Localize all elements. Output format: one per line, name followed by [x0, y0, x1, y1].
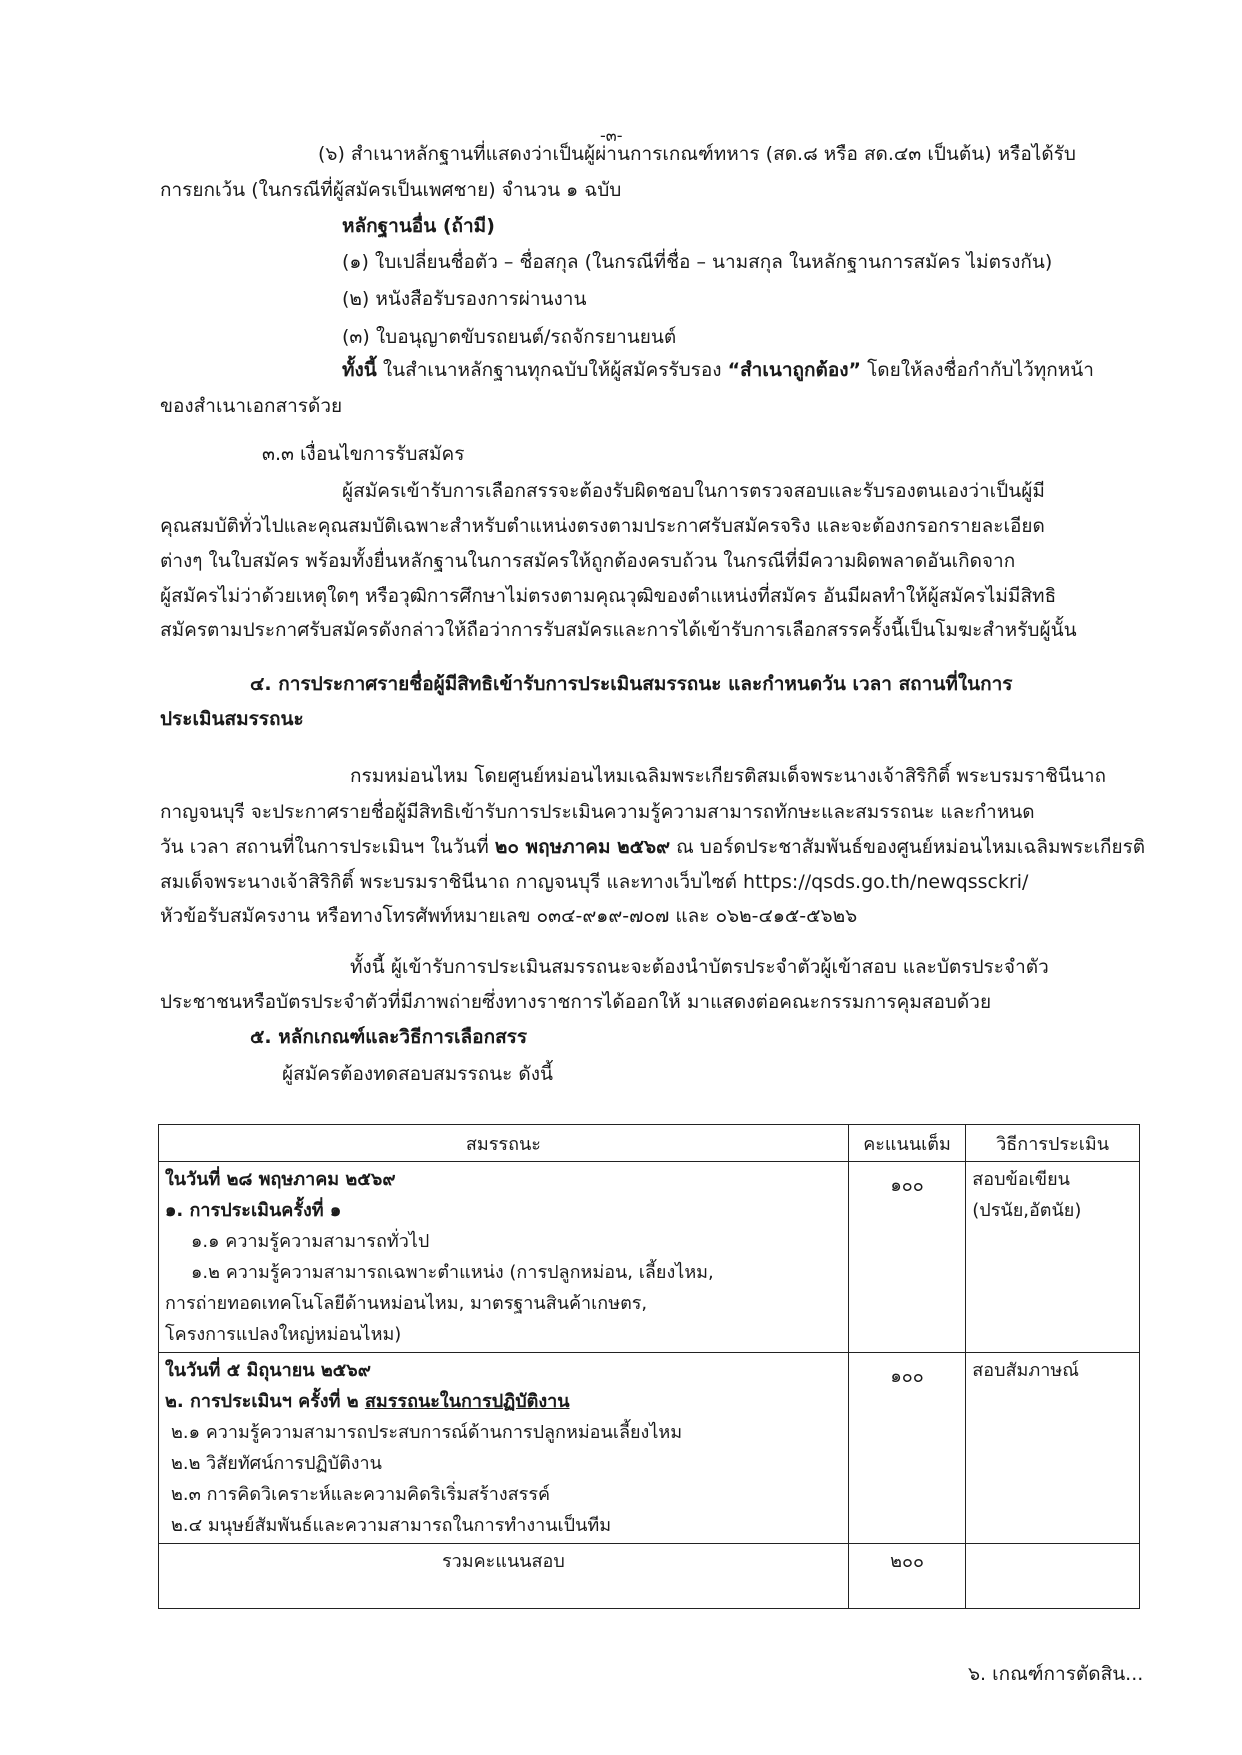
- section-4-para: กาญจนบุรี จะประกาศรายชื่อผู้มีสิทธิเข้ารับการประเมินความรู้ความสามารถทักษะและสมรรถนะ และกำหนด: [160, 801, 1035, 823]
- header-method: วิธีการประเมิน: [966, 1125, 1140, 1162]
- section-3-3-line: สมัครตามประกาศรับสมัครดังกล่าวให้ถือว่าการรับสมัครและการได้เข้ารับการเลือกสรรครั้งนี้เป็นโมฆะสำหรับผู้นั้น: [160, 619, 1077, 641]
- item-6-line1: (๖) สำเนาหลักฐานที่แสดงว่าเป็นผู้ผ่านการเกณฑ์ทหาร (สด.๘ หรือ สด.๔๓ เป็นต้น) หรือได้รับ: [318, 143, 1076, 165]
- header-full-score: คะแนนเต็ม: [848, 1125, 965, 1162]
- exam-title: ๑. การประเมินครั้งที่ ๑: [165, 1200, 342, 1221]
- exam-item-cont: การถ่ายทอดเทคโนโลยีด้านหม่อนไหม, มาตรฐานสินค้าเกษตร,: [165, 1293, 648, 1314]
- section-4-heading-cont: ประเมินสมรรถนะ: [160, 708, 304, 730]
- note-text: โดยให้ลงชื่อกำกับไว้ทุกหน้า: [861, 359, 1094, 381]
- section-4-para-date-line: [160, 835, 1145, 859]
- section-3-3-line: ต่างๆ ในใบสมัคร พร้อมทั้งยื่นหลักฐานในการสมัครให้ถูกต้องครบถ้วน ในกรณีที่มีความผิดพลาดอันเกิดจาก: [160, 550, 1016, 572]
- note-text: ในสำเนาหลักฐานทุกฉบับให้ผู้สมัครรับรอง: [376, 359, 728, 381]
- method-text: สอบสัมภาษณ์: [972, 1360, 1079, 1381]
- section-5-intro: ผู้สมัครต้องทดสอบสมรรถนะ ดังนี้: [282, 1063, 554, 1085]
- other-doc-item: (๑) ใบเปลี่ยนชื่อตัว – ชื่อสกุล (ในกรณีที่ชื่อ – นามสกุล ในหลักฐานการสมัคร ไม่ตรงกัน): [342, 251, 1053, 273]
- header-competency: สมรรถนะ: [159, 1125, 849, 1162]
- exam-item: ๒.๒ วิสัยทัศน์การปฏิบัติงาน: [171, 1453, 382, 1474]
- section-3-3-heading: ๓.๓ เงื่อนไขการรับสมัคร: [262, 443, 465, 465]
- exam-item: ๒.๑ ความรู้ความสามารถประสบการณ์ด้านการปลูกหม่อนเลี้ยงไหม: [171, 1422, 683, 1443]
- exam-item-cont: โครงการแปลงใหญ่หม่อนไหม): [165, 1324, 402, 1345]
- method-text: (ปรนัย,อัตนัย): [972, 1200, 1082, 1221]
- exam-item: ๑.๑ ความรู้ความสามารถทั่วไป: [191, 1231, 430, 1252]
- competency-cell: [159, 1353, 849, 1544]
- exam-title-text: ๒. การประเมินฯ ครั้งที่ ๒: [165, 1391, 365, 1412]
- website-line: สมเด็จพระนางเจ้าสิริกิติ์ พระบรมราชินีนาถ กาญจนบุรี และทางเว็บไซต์ https://qsds.go.th/newqssckri/: [160, 871, 1029, 893]
- certify-note-line1: [342, 358, 1094, 382]
- item-6-line2: การยกเว้น (ในกรณีที่ผู้สมัครเป็นเพศชาย) จำนวน ๑ ฉบับ: [160, 179, 622, 201]
- total-score: ๒๐๐: [848, 1544, 965, 1609]
- section-3-3-line: ผู้สมัครไม่ว่าด้วยเหตุใดๆ หรือวุฒิการศึกษาไม่ตรงตามคุณวุฒิของตำแหน่งที่สมัคร อันมีผลทำให้ผู้สมัครไม่มีสิทธิ: [160, 585, 1057, 607]
- table-total-row: [159, 1544, 1140, 1609]
- total-method: [966, 1544, 1140, 1609]
- table-row: [159, 1353, 1140, 1544]
- next-page-continuation: ๖. เกณฑ์การตัดสิน...: [968, 1663, 1144, 1685]
- method-cell: [966, 1353, 1140, 1544]
- section-4-para2: ประชาชนหรือบัตรประจำตัวที่มีภาพถ่ายซึ่งทางราชการได้ออกให้ มาแสดงต่อคณะกรรมการคุมสอบด้วย: [160, 991, 992, 1013]
- method-text: สอบข้อเขียน: [972, 1169, 1070, 1190]
- other-docs-heading: หลักฐานอื่น (ถ้ามี): [342, 215, 495, 237]
- competency-table: [158, 1124, 1140, 1609]
- full-score: ๑๐๐: [848, 1353, 965, 1544]
- total-label: รวมคะแนนสอบ: [159, 1544, 849, 1609]
- exam-title: [165, 1386, 842, 1417]
- full-score: ๑๐๐: [848, 1162, 965, 1353]
- method-cell: [966, 1162, 1140, 1353]
- para-text: ณ บอร์ดประชาสัมพันธ์ของศูนย์หม่อนไหมเฉลิมพระเกียรติ: [670, 836, 1146, 858]
- table-header-row: [159, 1125, 1140, 1162]
- page-number: -๓-: [600, 126, 623, 145]
- other-doc-item: (๓) ใบอนุญาตขับรถยนต์/รถจักรยานยนต์: [342, 326, 677, 348]
- section-3-3-line: คุณสมบัติทั่วไปและคุณสมบัติเฉพาะสำหรับตำแหน่งตรงตามประกาศรับสมัครจริง และจะต้องกรอกรายละเอียด: [160, 515, 1045, 537]
- phone-line: หัวข้อรับสมัครงาน หรือทางโทรศัพท์หมายเลข ๐๓๔-๙๑๙-๗๐๗ และ ๐๖๒-๔๑๕-๕๖๒๖: [160, 905, 858, 927]
- section-4-para: กรมหม่อนไหม โดยศูนย์หม่อนไหมเฉลิมพระเกียรติสมเด็จพระนางเจ้าสิริกิติ์ พระบรมราชินีนาถ: [350, 765, 1107, 787]
- competency-cell: [159, 1162, 849, 1353]
- exam-item: ๒.๔ มนุษย์สัมพันธ์และความสามารถในการทำงานเป็นทีม: [171, 1515, 612, 1536]
- section-4-heading: ๔. การประกาศรายชื่อผู้มีสิทธิเข้ารับการประเมินสมรรถนะ และกำหนดวัน เวลา สถานที่ในการ: [250, 673, 1013, 695]
- para-text: วัน เวลา สถานที่ในการประเมินฯ ในวันที่: [160, 836, 495, 858]
- certified-copy-quote: “สำเนาถูกต้อง”: [727, 359, 862, 381]
- note-bold: ทั้งนี้: [342, 359, 377, 381]
- table-row: [159, 1162, 1140, 1353]
- exam-title-underlined: สมรรถนะในการปฏิบัติงาน: [364, 1391, 570, 1412]
- exam-item: ๑.๒ ความรู้ความสามารถเฉพาะตำแหน่ง (การปลูกหม่อน, เลี้ยงไหม,: [191, 1262, 714, 1283]
- exam-date: ในวันที่ ๕ มิถุนายน ๒๕๖๙: [165, 1360, 371, 1381]
- section-4-para2: ทั้งนี้ ผู้เข้ารับการประเมินสมรรถนะจะต้องนำบัตรประจำตัวผู้เข้าสอบ และบัตรประจำตัว: [350, 956, 1049, 978]
- announce-date: ๒๐ พฤษภาคม ๒๕๖๙: [494, 836, 671, 858]
- certify-note-line2: ของสำเนาเอกสารด้วย: [160, 395, 343, 417]
- exam-date: ในวันที่ ๒๘ พฤษภาคม ๒๕๖๙: [165, 1169, 396, 1190]
- section-3-3-line: ผู้สมัครเข้ารับการเลือกสรรจะต้องรับผิดชอบในการตรวจสอบและรับรองตนเองว่าเป็นผู้มี: [342, 480, 1045, 502]
- section-5-heading: ๕. หลักเกณฑ์และวิธีการเลือกสรร: [250, 1026, 528, 1048]
- exam-item: ๒.๓ การคิดวิเคราะห์และความคิดริเริ่มสร้างสรรค์: [171, 1484, 551, 1505]
- other-doc-item: (๒) หนังสือรับรองการผ่านงาน: [342, 288, 587, 310]
